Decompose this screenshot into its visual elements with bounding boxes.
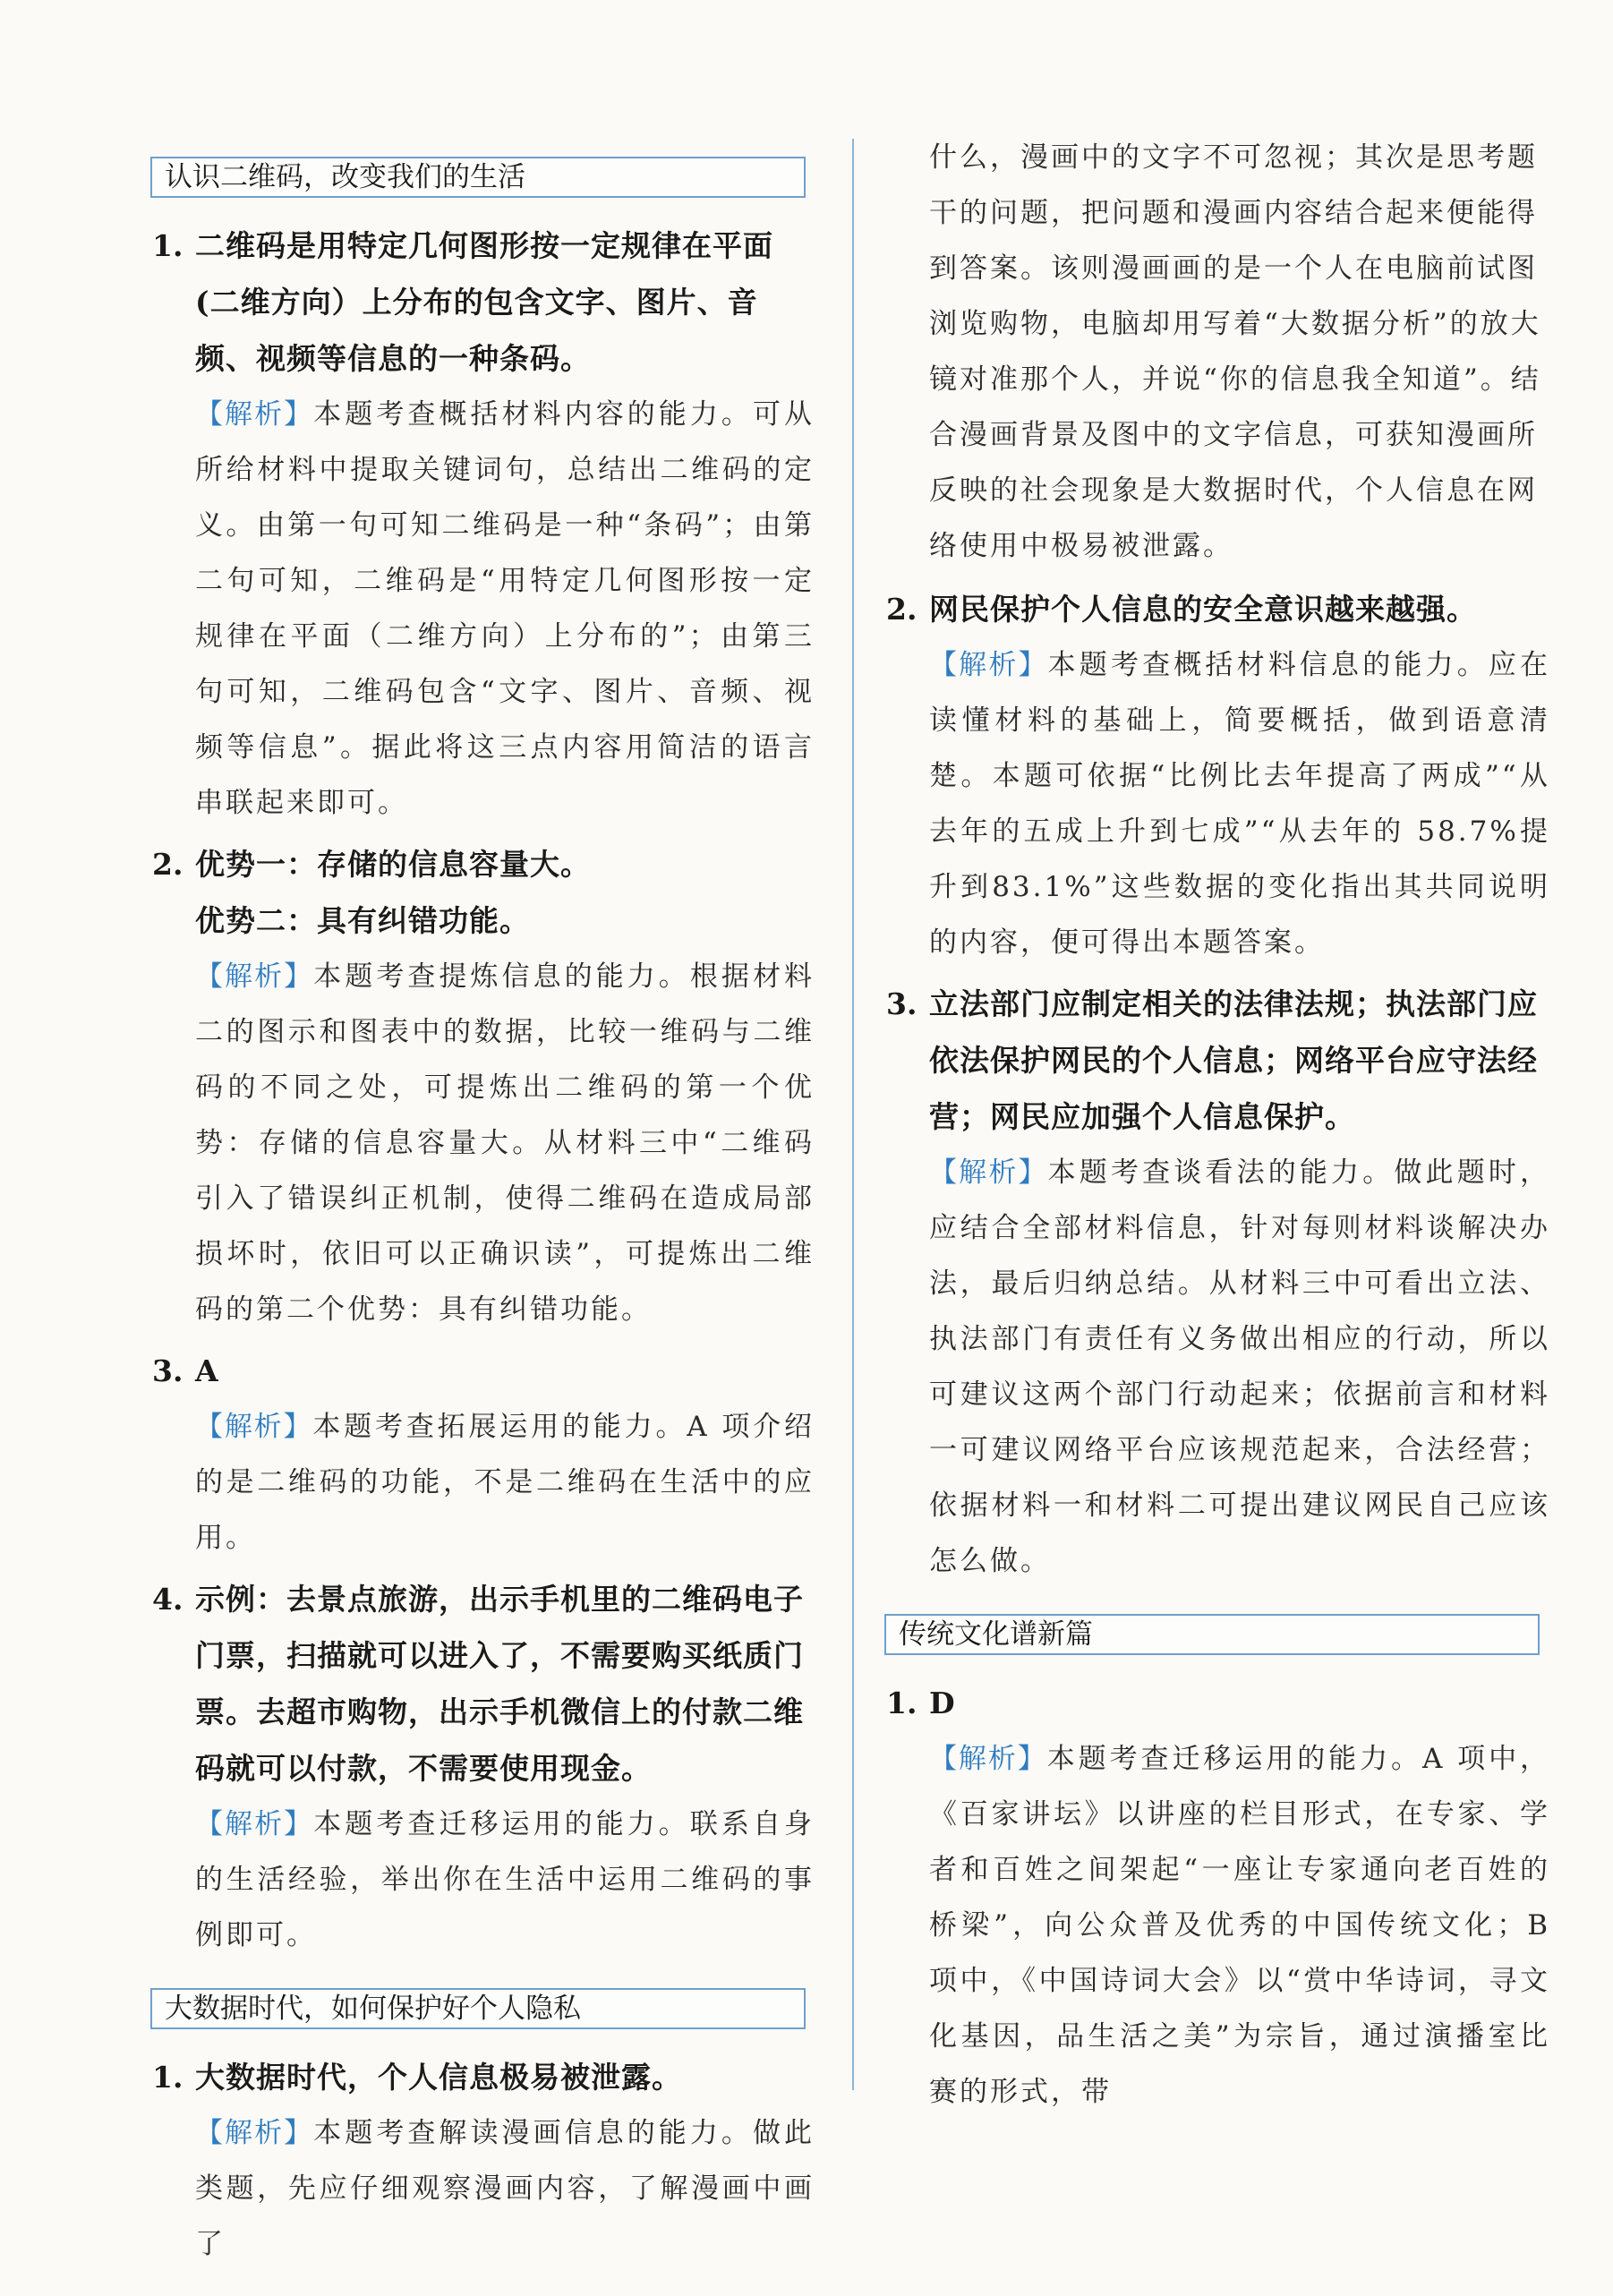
- analysis-paragraph: [195, 1399, 815, 1566]
- left-column: [152, 157, 815, 2277]
- question-1-culture: [886, 1675, 1550, 2120]
- analysis-tag: 【解析】: [929, 649, 1048, 681]
- analysis-text: 本题考查概括材料信息的能力。应在读懂材料的基础上，简要概括，做到语意清楚。本题可依据“比例比去年提高了两成”“从去年的五成上升到七成”“从去年的 58.7%提升到83.1%”这些数据的变化指出其共同说明的内容，便可得出本题答案。: [929, 649, 1551, 959]
- analysis-paragraph: [195, 2105, 815, 2272]
- analysis-paragraph: [929, 637, 1550, 970]
- answer-text: 立法部门应制定相关的法律法规；执法部门应依法保护网民的个人信息；网络平台应守法经营；网民应加强个人信息保护。: [929, 986, 1538, 1134]
- analysis-text: 本题考查谈看法的能力。做此题时，应结合全部材料信息，针对每则材料谈解决办法，最后归纳总结。从材料三中可看出立法、执法部门有责任有义务做出相应的行动，所以可建议这两个部门行动起来；依据前言和材料一可建议网络平台应该规范起来，合法经营；依据材料一和材料二可提出建议网民自己应该怎么做。: [929, 1157, 1551, 1577]
- question-number: 3.: [152, 1353, 183, 1388]
- question-number: 1.: [152, 228, 183, 263]
- question-2: [152, 836, 815, 1337]
- question-1-bigdata: [152, 2049, 815, 2272]
- answer-text: A: [195, 1353, 219, 1388]
- analysis-tag: 【解析】: [195, 960, 314, 993]
- answer-text: [195, 836, 815, 949]
- analysis-tag: 【解析】: [195, 2117, 314, 2149]
- question-3-bigdata: [886, 976, 1550, 1589]
- analysis-paragraph: [195, 949, 815, 1337]
- question-3: [152, 1343, 815, 1566]
- question-number: 2.: [152, 847, 183, 882]
- answer-text: 示例：去景点旅游，出示手机里的二维码电子门票，扫描就可以进入了，不需要购买纸质门票。去超市购物，出示手机微信上的付款二维码就可以付款，不需要使用现金。: [195, 1582, 804, 1786]
- question-number: 1.: [886, 1686, 917, 1720]
- analysis-text: 本题考查概括材料内容的能力。可从所给材料中提取关键词句，总结出二维码的定义。由第一句可知二维码是一种“条码”；由第二句可知，二维码是“用特定几何图形按一定规律在平面（二维方向）上分布的”；由第三句可知，二维码包含“文字、图片、音频、视频等信息”。据此将这三点内容用简洁的语言串联起来即可。: [195, 398, 815, 819]
- analysis-text: 本题考查拓展运用的能力。A 项介绍的是二维码的功能，不是二维码在生活中的应用。: [195, 1411, 815, 1554]
- section-title-culture: 传统文化谱新篇: [884, 1614, 1540, 1655]
- analysis-text: 本题考查迁移运用的能力。A 项中，《百家讲坛》以讲座的栏目形式，在专家、学者和百姓之间架起“一座让专家通向老百姓的桥梁”，向公众普及优秀的中国传统文化；B 项中，《中国诗词大会》以“赏中华诗词，寻文化基因，品生活之美”为宗旨，通过演播室比赛的形式，带: [929, 1743, 1551, 2108]
- question-4: [152, 1571, 815, 1963]
- question-2-bigdata: [886, 581, 1550, 970]
- analysis-paragraph: [929, 1145, 1550, 1589]
- section-title-bigdata: 大数据时代，如何保护好个人隐私: [150, 1988, 806, 2029]
- question-number: 3.: [886, 986, 917, 1021]
- right-column: [886, 130, 1550, 2125]
- analysis-tag: 【解析】: [929, 1743, 1047, 1775]
- question-number: 4.: [152, 1582, 183, 1617]
- analysis-text: 本题考查迁移运用的能力。联系自身的生活经验，举出你在生活中运用二维码的事例即可。: [195, 1808, 815, 1951]
- analysis-tag: 【解析】: [195, 1411, 313, 1443]
- analysis-paragraph: [929, 1731, 1550, 2120]
- column-divider: [852, 139, 854, 2090]
- analysis-continuation: 什么，漫画中的文字不可忽视；其次是思考题干的问题，把问题和漫画内容结合起来便能得到答案。该则漫画画的是一个人在电脑前试图浏览购物，电脑却用写着“大数据分析”的放大镜对准那个人，并说“你的信息我全知道”。结合漫画背景及图中的文字信息，可获知漫画所反映的社会现象是大数据时代，个人信息在网络使用中极易被泄露。: [929, 141, 1541, 562]
- answer-line-2: 优势二：具有纠错功能。: [195, 903, 530, 938]
- section-title-qrcode: 认识二维码，改变我们的生活: [150, 157, 806, 198]
- question-number: 2.: [886, 592, 917, 627]
- answer-line-1: 优势一：存储的信息容量大。: [195, 847, 591, 882]
- question-number: 1.: [152, 2060, 183, 2095]
- analysis-paragraph: [195, 1797, 815, 1963]
- analysis-tag: 【解析】: [929, 1157, 1048, 1189]
- analysis-text: 本题考查提炼信息的能力。根据材料二的图示和图表中的数据，比较一维码与二维码的不同之处，可提炼出二维码的第一个优势：存储的信息容量大。从材料三中“二维码引入了错误纠正机制，使得二维码在造成局部损坏时，依旧可以正确识读”，可提炼出二维码的第二个优势：具有纠错功能。: [195, 960, 815, 1326]
- analysis-text: 本题考查解读漫画信息的能力。做此类题，先应仔细观察漫画内容，了解漫画中画了: [195, 2117, 815, 2260]
- answer-text: D: [929, 1686, 956, 1720]
- analysis-tag: 【解析】: [195, 398, 314, 431]
- answer-text: 大数据时代，个人信息极易被泄露。: [195, 2060, 682, 2095]
- answer-text: 二维码是用特定几何图形按一定规律在平面(二维方向）上分布的包含文字、图片、音频、视频等信息的一种条码。: [195, 228, 773, 376]
- analysis-paragraph: [195, 387, 815, 831]
- analysis-tag: 【解析】: [195, 1808, 314, 1840]
- answer-text: 网民保护个人信息的安全意识越来越强。: [929, 592, 1477, 627]
- question-1: [152, 218, 815, 831]
